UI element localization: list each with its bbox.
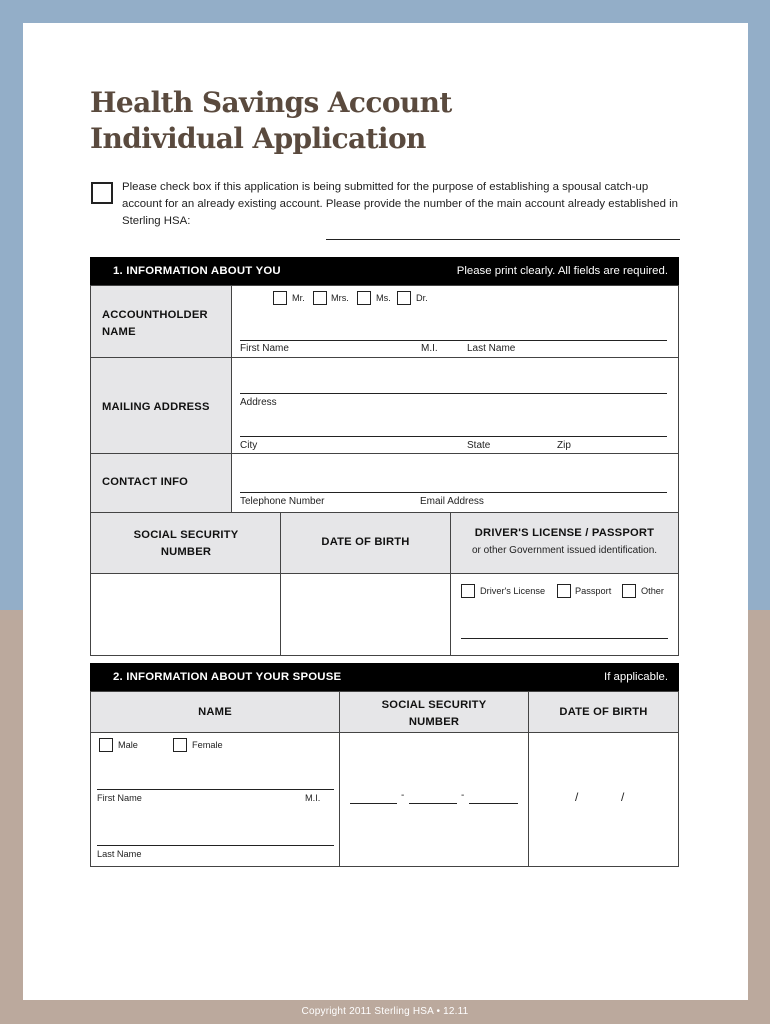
spouse-name-header: NAME	[198, 706, 232, 718]
spouse-ssn-dash-1: -	[401, 790, 405, 801]
salutation-ms-label: Ms.	[376, 293, 391, 303]
spouse-last-name-line[interactable]	[97, 845, 334, 846]
section2-header-bar	[90, 663, 679, 691]
spouse-ssn-part3-line[interactable]	[469, 803, 518, 804]
last-name-label: Last Name	[467, 343, 516, 354]
male-label: Male	[118, 740, 138, 750]
mailing-label-cell	[90, 357, 232, 454]
address-input-line[interactable]	[240, 393, 667, 394]
spouse-first-name-line[interactable]	[97, 789, 334, 790]
spouse-dob-header: DATE OF BIRTH	[559, 706, 648, 718]
ssn-input-cell[interactable]	[90, 573, 281, 656]
mi-label: M.I.	[421, 343, 438, 354]
section2-header: 2. INFORMATION ABOUT YOUR SPOUSE	[113, 671, 342, 683]
female-label: Female	[192, 740, 223, 750]
state-label: State	[467, 440, 491, 451]
other-id-checkbox[interactable]	[622, 584, 636, 598]
telephone-label: Telephone Number	[240, 496, 325, 507]
city-state-zip-input-line[interactable]	[240, 436, 667, 437]
section1-header-bar	[90, 257, 679, 285]
contact-fields-cell	[231, 453, 679, 513]
license-subheader: or other Government issued identification.	[471, 545, 658, 556]
ssn-header: SOCIAL SECURITY NUMBER	[133, 529, 239, 558]
main-account-number-field[interactable]	[326, 239, 680, 240]
zip-label: Zip	[557, 440, 571, 451]
spouse-ssn-part1-line[interactable]	[350, 803, 397, 804]
form-page	[23, 23, 748, 1000]
salutation-mr-checkbox[interactable]	[273, 291, 287, 305]
passport-checkbox[interactable]	[557, 584, 571, 598]
accountholder-label-cell	[90, 285, 232, 358]
copyright-footer: Copyright 2011 Sterling HSA • 12.11	[301, 1006, 469, 1017]
salutation-mrs-checkbox[interactable]	[313, 291, 327, 305]
mailing-fields-cell	[231, 357, 679, 454]
title-line-2: Individual Application	[90, 122, 426, 155]
address-label: Address	[240, 397, 277, 408]
spouse-dob-slash-2: /	[621, 790, 625, 804]
first-name-label: First Name	[240, 343, 289, 354]
contact-info-label: CONTACT INFO	[102, 476, 189, 488]
spouse-ssn-dash-2: -	[461, 790, 465, 801]
spouse-mi-label: M.I.	[305, 793, 321, 803]
section1-note: Please print clearly. All fields are required.	[456, 265, 668, 277]
license-input-cell	[450, 573, 679, 656]
title-line-1: Health Savings Account	[90, 86, 452, 119]
salutation-ms-checkbox[interactable]	[357, 291, 371, 305]
spouse-ssn-header-cell	[339, 691, 529, 733]
passport-label: Passport	[575, 586, 612, 596]
spouse-name-cell	[90, 732, 340, 867]
spouse-first-name-label: First Name	[97, 793, 142, 803]
page-title	[90, 85, 452, 157]
spouse-ssn-header: SOCIAL SECURITY NUMBER	[381, 699, 487, 728]
salutation-dr-checkbox[interactable]	[397, 291, 411, 305]
section2-note: If applicable.	[604, 671, 668, 683]
spouse-dob-slash-1: /	[575, 790, 579, 804]
license-header-cell	[450, 512, 679, 574]
spouse-dob-header-cell	[528, 691, 679, 733]
email-label: Email Address	[420, 496, 484, 507]
accountholder-label: ACCOUNTHOLDER NAME	[102, 309, 208, 338]
spouse-last-name-label: Last Name	[97, 849, 142, 859]
ssn-header-cell	[90, 512, 281, 574]
salutation-mrs-label: Mrs.	[331, 293, 349, 303]
id-number-input-line[interactable]	[461, 638, 668, 639]
male-checkbox[interactable]	[99, 738, 113, 752]
drivers-license-checkbox[interactable]	[461, 584, 475, 598]
city-label: City	[240, 440, 258, 451]
female-checkbox[interactable]	[173, 738, 187, 752]
mailing-address-label: MAILING ADDRESS	[102, 401, 210, 413]
dob-header-cell	[280, 512, 451, 574]
other-id-label: Other	[641, 586, 664, 596]
contact-input-line[interactable]	[240, 492, 667, 493]
spouse-dob-cell[interactable]	[528, 732, 679, 867]
license-header: DRIVER'S LICENSE / PASSPORT	[474, 527, 655, 539]
spouse-ssn-cell	[339, 732, 529, 867]
accountholder-fields-cell	[231, 285, 679, 358]
salutation-dr-label: Dr.	[416, 293, 428, 303]
spouse-name-header-cell	[90, 691, 340, 733]
section1-header: 1. INFORMATION ABOUT YOU	[113, 265, 281, 277]
contact-label-cell	[90, 453, 232, 513]
spousal-notice-text: Please check box if this application is being submitted for the purpose of establishing a spousal catch-up account for an already existing account. Please provide the number of the main account already established in Sterling HSA:	[122, 181, 678, 227]
spousal-catchup-checkbox[interactable]	[91, 182, 113, 204]
drivers-license-label: Driver's License	[480, 586, 546, 596]
dob-header: DATE OF BIRTH	[321, 536, 410, 548]
spouse-ssn-part2-line[interactable]	[409, 803, 457, 804]
dob-input-cell[interactable]	[280, 573, 451, 656]
name-input-line[interactable]	[240, 340, 667, 341]
salutation-mr-label: Mr.	[292, 293, 305, 303]
